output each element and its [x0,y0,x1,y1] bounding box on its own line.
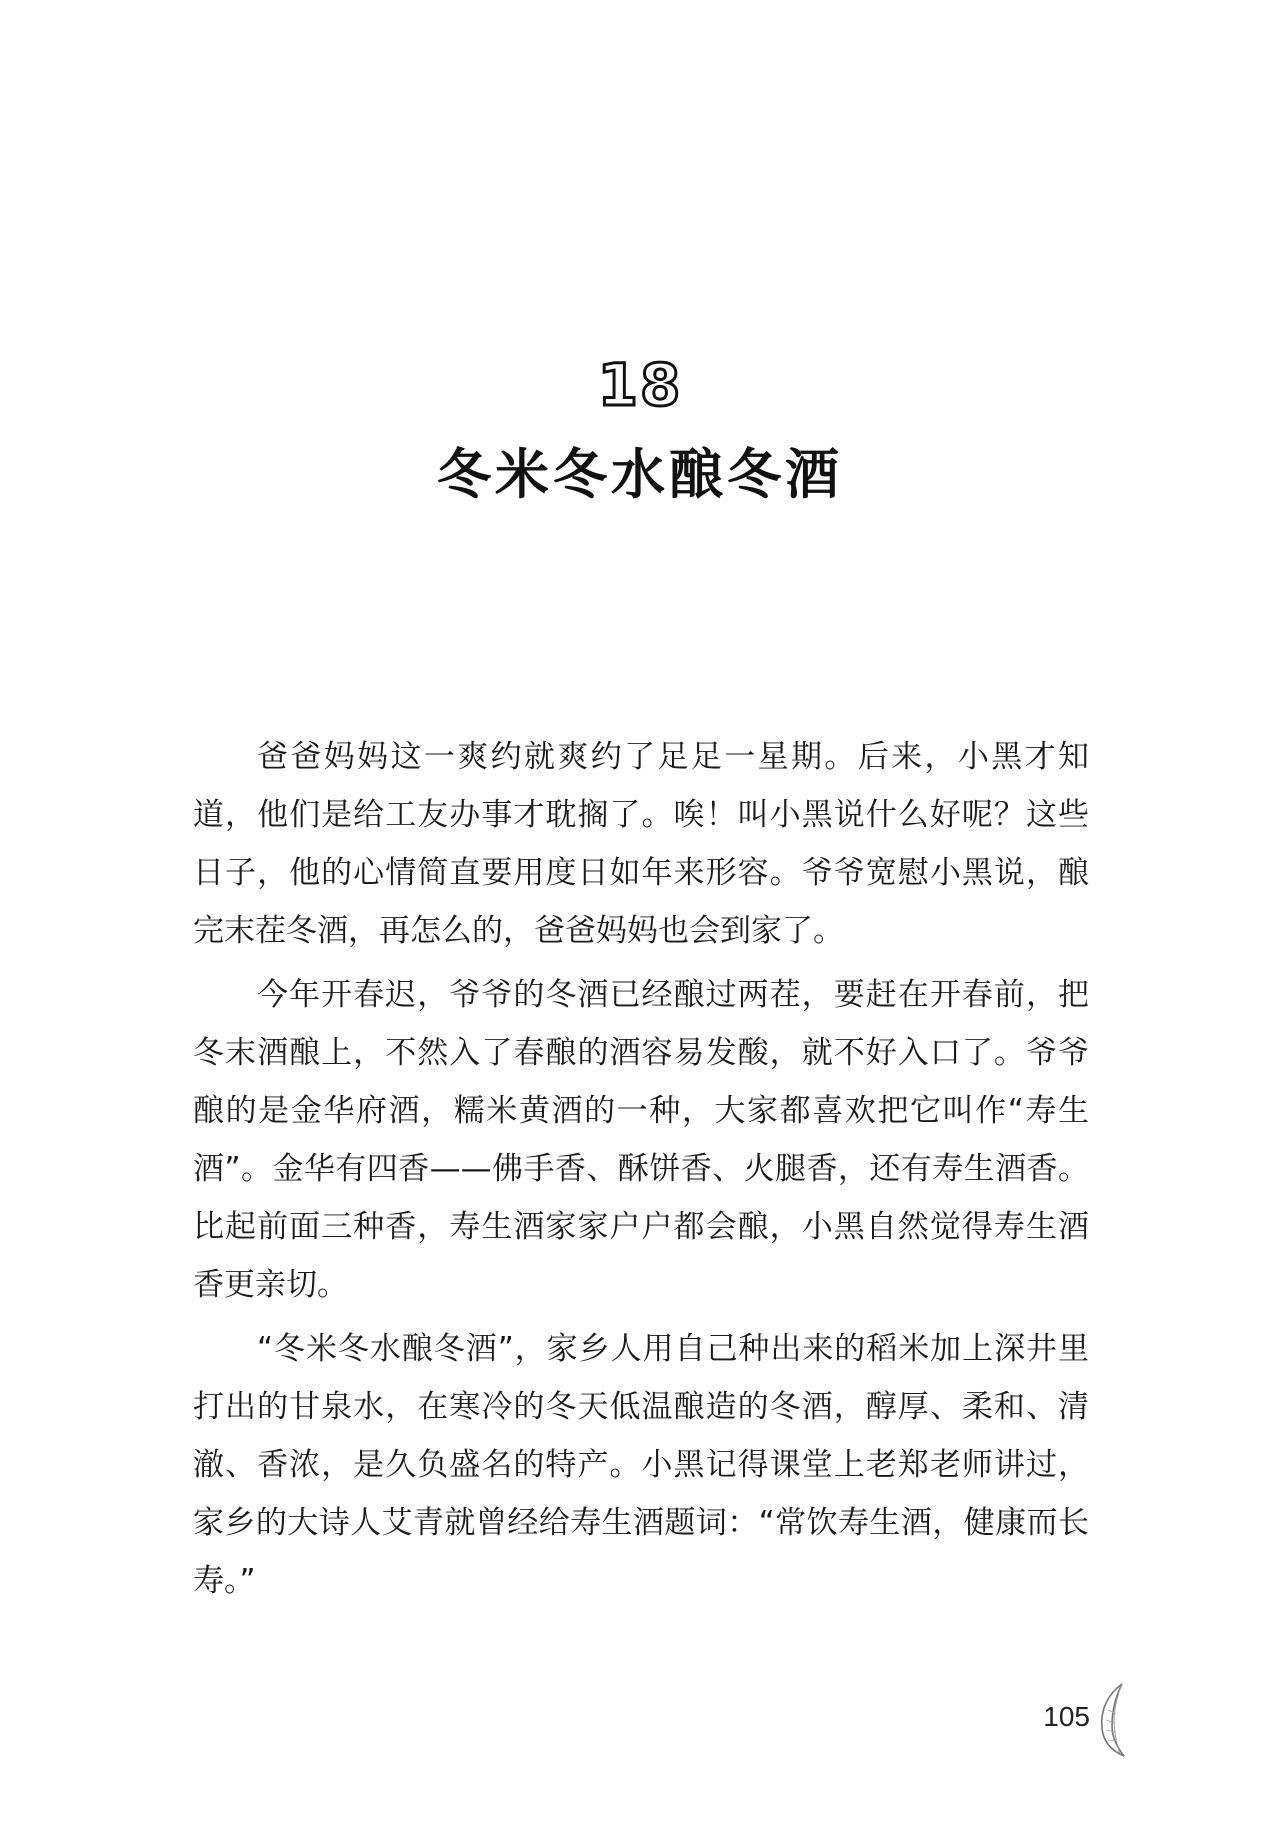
feather-icon [1094,1680,1134,1760]
chapter-body [193,728,1089,1616]
chapter-title: 冬米冬水酿冬酒 [437,443,843,506]
paragraph: 爸爸妈妈这一爽约就爽约了足足一星期。后来，小黑才知道，他们是给工友办事才耽搁了。唉！叫小黑说什么好呢？这些日子，他的心情简直要用度日如年来形容。爷爷宽慰小黑说，酿完末茬冬酒，再怎么的，爸爸妈妈也会到家了。 [193,739,1089,949]
paragraph: “冬米冬水酿冬酒”，家乡人用自己种出来的稻米加上深井里打出的甘泉水，在寒冷的冬天低温酿造的冬酒，醇厚、柔和、清澈、香浓，是久负盛名的特产。小黑记得课堂上老郑老师讲过，家乡的大诗人艾青就曾经给寿生酒题词：“常饮寿生酒，健康而长寿。” [193,1331,1089,1599]
page-number: 105 [1043,1701,1090,1732]
chapter-number: 18 [597,351,683,419]
paragraph: 今年开春迟，爷爷的冬酒已经酿过两茬，要赶在开春前，把冬末酒酿上，不然入了春酿的酒容易发酸，就不好入口了。爷爷酿的是金华府酒，糯米黄酒的一种，大家都喜欢把它叫作“寿生酒”。金华有四香——佛手香、酥饼香、火腿香，还有寿生酒香。比起前面三种香，寿生酒家家户户都会酿，小黑自然觉得寿生酒香更亲切。 [193,977,1089,1303]
